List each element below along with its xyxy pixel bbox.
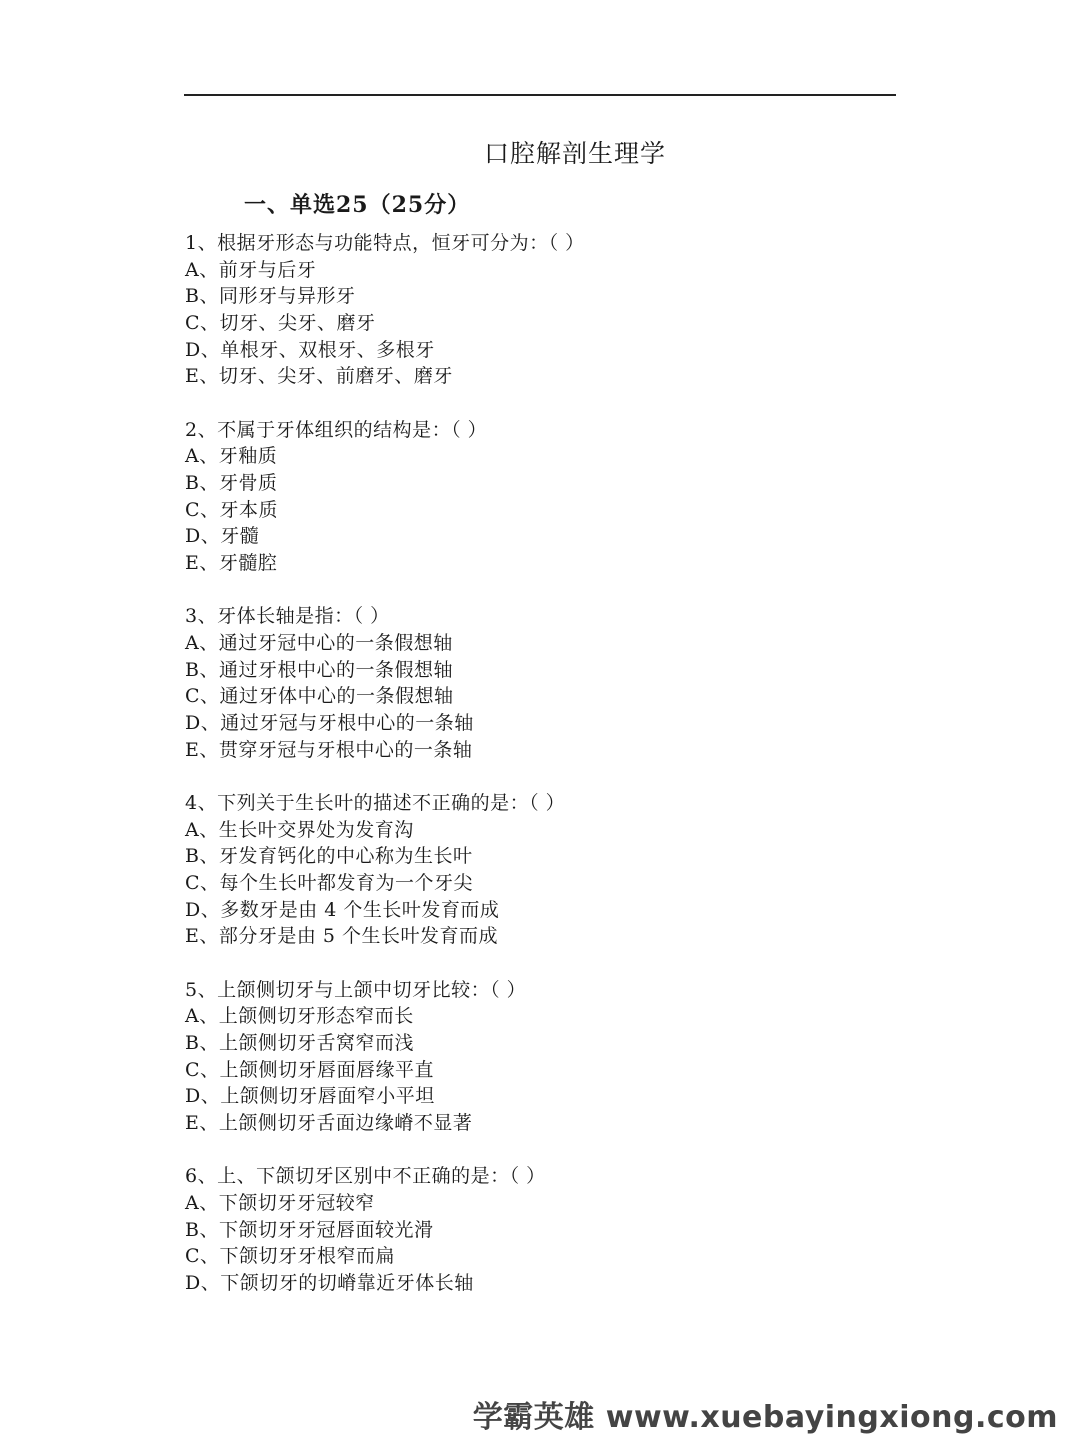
answer-option: B、牙发育钙化的中心称为生长叶 [185, 845, 473, 868]
answer-option: B、上颌侧切牙舌窝窄而浅 [185, 1031, 414, 1054]
answer-option: A、上颌侧切牙形态窄而长 [185, 1005, 414, 1028]
answer-option: D、单根牙、双根牙、多根牙 [185, 338, 435, 361]
question-2 [185, 417, 905, 577]
question-stem: 5、上颌侧切牙与上颌中切牙比较：（ ） [185, 978, 527, 1001]
answer-option: E、切牙、尖牙、前磨牙、磨牙 [185, 365, 453, 388]
answer-option: A、前牙与后牙 [185, 258, 317, 281]
section-heading: 一、单选25（25分） [244, 192, 471, 218]
answer-option: D、下颌切牙的切嵴靠近牙体长轴 [185, 1271, 474, 1294]
answer-option: B、牙骨质 [185, 472, 278, 494]
answer-option: C、每个生长叶都发育为一个牙尖 [185, 871, 474, 894]
answer-option: C、通过牙体中心的一条假想轴 [185, 685, 454, 708]
watermark-text: 学霸英雄 www.xuebayingxiong.com [472, 1400, 1058, 1435]
answer-option: A、下颌切牙牙冠较窄 [185, 1191, 375, 1214]
answer-option: B、同形牙与异形牙 [185, 285, 356, 308]
answer-option: A、通过牙冠中心的一条假想轴 [185, 631, 453, 654]
answer-option: C、牙本质 [185, 498, 279, 521]
question-4 [185, 790, 905, 950]
question-stem: 2、不属于牙体组织的结构是：（ ） [185, 418, 488, 441]
answer-option: A、牙釉质 [185, 445, 278, 468]
document-title: 口腔解剖生理学 [483, 139, 666, 168]
question-1 [185, 230, 905, 390]
question-list [185, 230, 905, 1323]
question-6 [185, 1163, 905, 1296]
answer-option: E、部分牙是由 5 个生长叶发育而成 [185, 925, 499, 948]
answer-option: D、上颌侧切牙唇面窄小平坦 [185, 1085, 435, 1108]
question-stem: 1、根据牙形态与功能特点，恒牙可分为：（ ） [185, 232, 585, 254]
question-stem: 4、下列关于生长叶的描述不正确的是：（ ） [185, 791, 566, 814]
answer-option: D、通过牙冠与牙根中心的一条轴 [185, 712, 474, 734]
question-stem: 6、上、下颌切牙区别中不正确的是：（ ） [185, 1165, 546, 1188]
answer-option: C、上颌侧切牙唇面唇缘平直 [185, 1058, 435, 1081]
question-3 [185, 603, 905, 763]
answer-option: C、下颌切牙牙根窄而扁 [185, 1245, 396, 1268]
answer-option: E、贯穿牙冠与牙根中心的一条轴 [185, 738, 473, 761]
answer-option: D、牙髓 [185, 525, 260, 548]
answer-option: A、生长叶交界处为发育沟 [185, 818, 414, 841]
answer-option: C、切牙、尖牙、磨牙 [185, 312, 376, 335]
answer-option: B、通过牙根中心的一条假想轴 [185, 658, 453, 681]
answer-option: E、上颌侧切牙舌面边缘嵴不显著 [185, 1111, 473, 1134]
question-stem: 3、牙体长轴是指：（ ） [185, 605, 390, 628]
answer-option: B、下颌切牙牙冠唇面较光滑 [185, 1218, 434, 1241]
header-rule [184, 94, 896, 96]
answer-option: E、牙髓腔 [185, 552, 278, 575]
question-5 [185, 977, 905, 1137]
answer-option: D、多数牙是由 4 个生长叶发育而成 [185, 898, 500, 921]
